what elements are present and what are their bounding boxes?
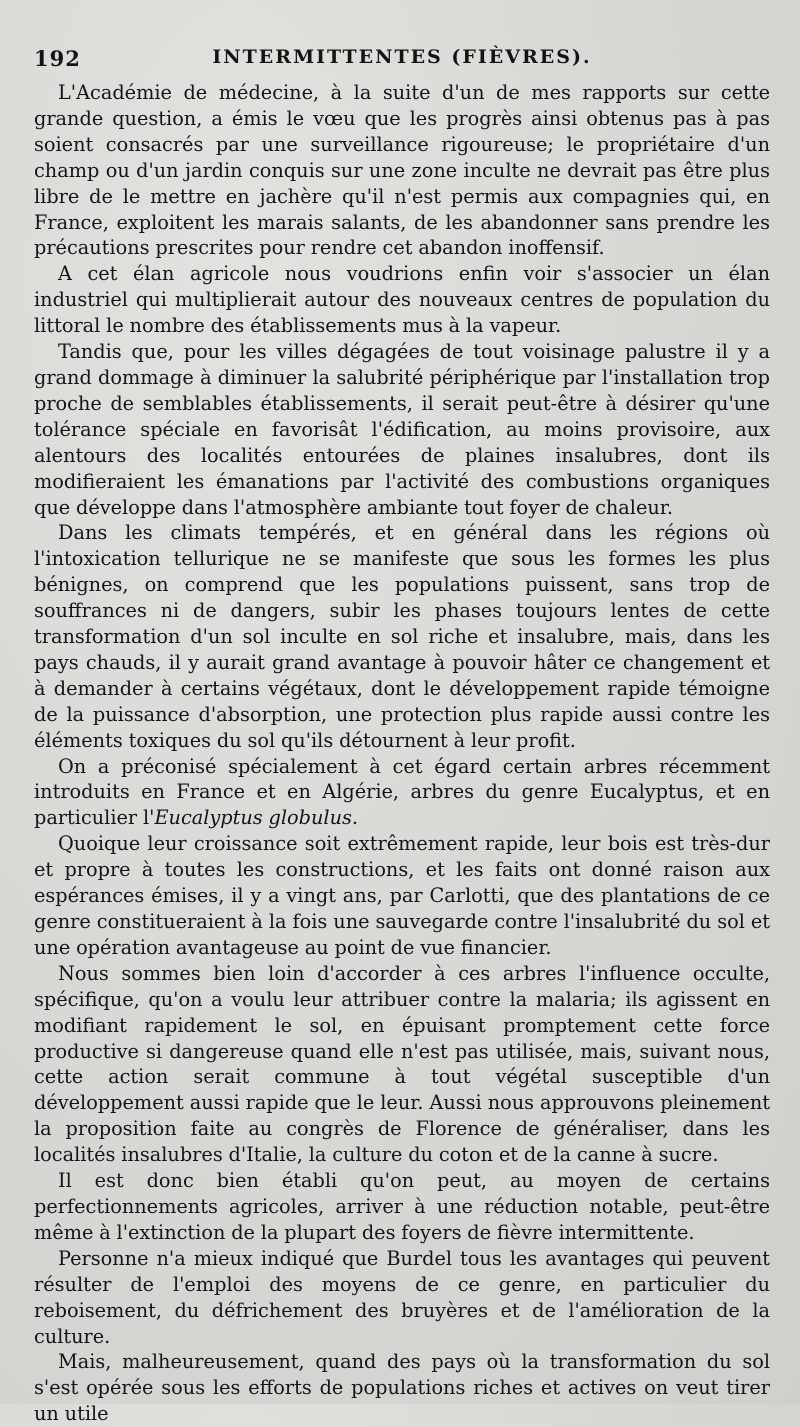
paragraph-burdel: Personne n'a mieux indiqué que Burdel tous les avantages qui peuvent résulter de l'emploi des moyens de ce genre, en particulier du reboisement, du défrichement des bruyères et de l'amélioration de la culture. [34,1246,770,1348]
header-title: INTERMITTENTES (FIÈVRES). [212,46,592,68]
eucalyptus-species-name: Eucalyptus globulus. [154,806,359,830]
paragraph-climats-temperes: Dans les climats tempérés, et en général dans les régions où l'intoxication tellurique ne se manifeste que sous les formes les plus bénignes, on comprend que les populations puissent, sans trop de souffrances ni de dangers, subir les phases toujours lentes de cette transformation d'un sol inculte en sol riche et insalubre, mais, dans les pays chauds, il y aurait grand avantage à pouvoir hâter ce changement et à demander à certains végétaux, dont le développement rapide témoigne de la puissance d'absorption, une protection plus rapide aussi contre les éléments toxiques du sol qu'ils détournent à leur profit. [34,521,770,752]
page-number: 192 [34,46,81,71]
paragraph-croissance: Quoique leur croissance soit extrêmement rapide, leur bois est très-dur et propre à toutes les constructions, et les faits ont donné raison aux espérances émises, il y a vingt ans, par Carlotti, que des plantations de ce genre constitueraient à la fois une sauvegarde contre l'insalubrité du sol et une opération avantageuse au point de vue financier. [34,832,770,959]
paragraph-malheureusement: Mais, malheureusement, quand des pays où la transformation du sol s'est opérée sous les efforts de populations riches et actives on veut tirer un utile [34,1350,770,1426]
eucalyptus-text: On a préconisé spécialement à cet égard certain arbres récemment introduits en France et en Algérie, arbres du genre Eucalyptus, et en particulier l' [34,754,770,830]
paragraph-eucalyptus [34,754,770,832]
body-text [34,80,770,1427]
paragraph-academie: L'Académie de médecine, à la suite d'un de mes rapports sur cette grande question, a émis le vœu que les progrès ainsi obtenus pas à pas soient consacrés par une surveillance rigoureuse; le propriétaire d'un champ ou d'un jardin conquis sur une zone inculte ne devrait pas être plus libre de le mettre en jachère qu'il n'est permis aux compagnies qui, en France, exploitent les marais salants, de les abandonner sans prendre les précautions prescrites pour rendre cet abandon inoffensif. [34,81,770,260]
paragraph-perfectionnements: Il est donc bien établi qu'on peut, au moyen de certains perfectionnements agricoles, arriver à une réduction notable, peut-être même à l'extinction de la plupart des foyers de fièvre intermittente. [34,1169,770,1244]
book-page [34,38,770,1427]
paragraph-elan-agricole: A cet élan agricole nous voudrions enfin voir s'associer un élan industriel qui multiplierait autour des nouveaux centres de population du littoral le nombre des établissements mus à la vapeur. [34,262,770,338]
paragraph-malaria: Nous sommes bien loin d'accorder à ces arbres l'influence occulte, spécifique, qu'on a voulu leur attribuer contre la malaria; ils agissent en modifiant rapidement le sol, en épuisant promptement cette force productive si dangereuse quand elle n'est pas utilisée, mais, suivant nous, cette action serait commune à tout végétal susceptible d'un développement aussi rapide que le leur. Aussi nous approuvons pleinement la proposition faite au congrès de Florence de généraliser, dans les localités insalubres d'Italie, la culture du coton et de la canne à sucre. [34,961,770,1167]
paragraph-villes: Tandis que, pour les villes dégagées de tout voisinage palustre il y a grand dommage à diminuer la salubrité périphérique par l'installation trop proche de semblables établissements, il serait peut-être à désirer qu'une tolérance spéciale en favorisât l'édification, au moins provisoire, aux alentours des localités entourées de plaines insalubres, dont ils modifieraient les émanations par l'activité des combustions organiques que développe dans l'atmosphère ambiante tout foyer de chaleur. [34,340,770,519]
running-head [34,38,770,80]
